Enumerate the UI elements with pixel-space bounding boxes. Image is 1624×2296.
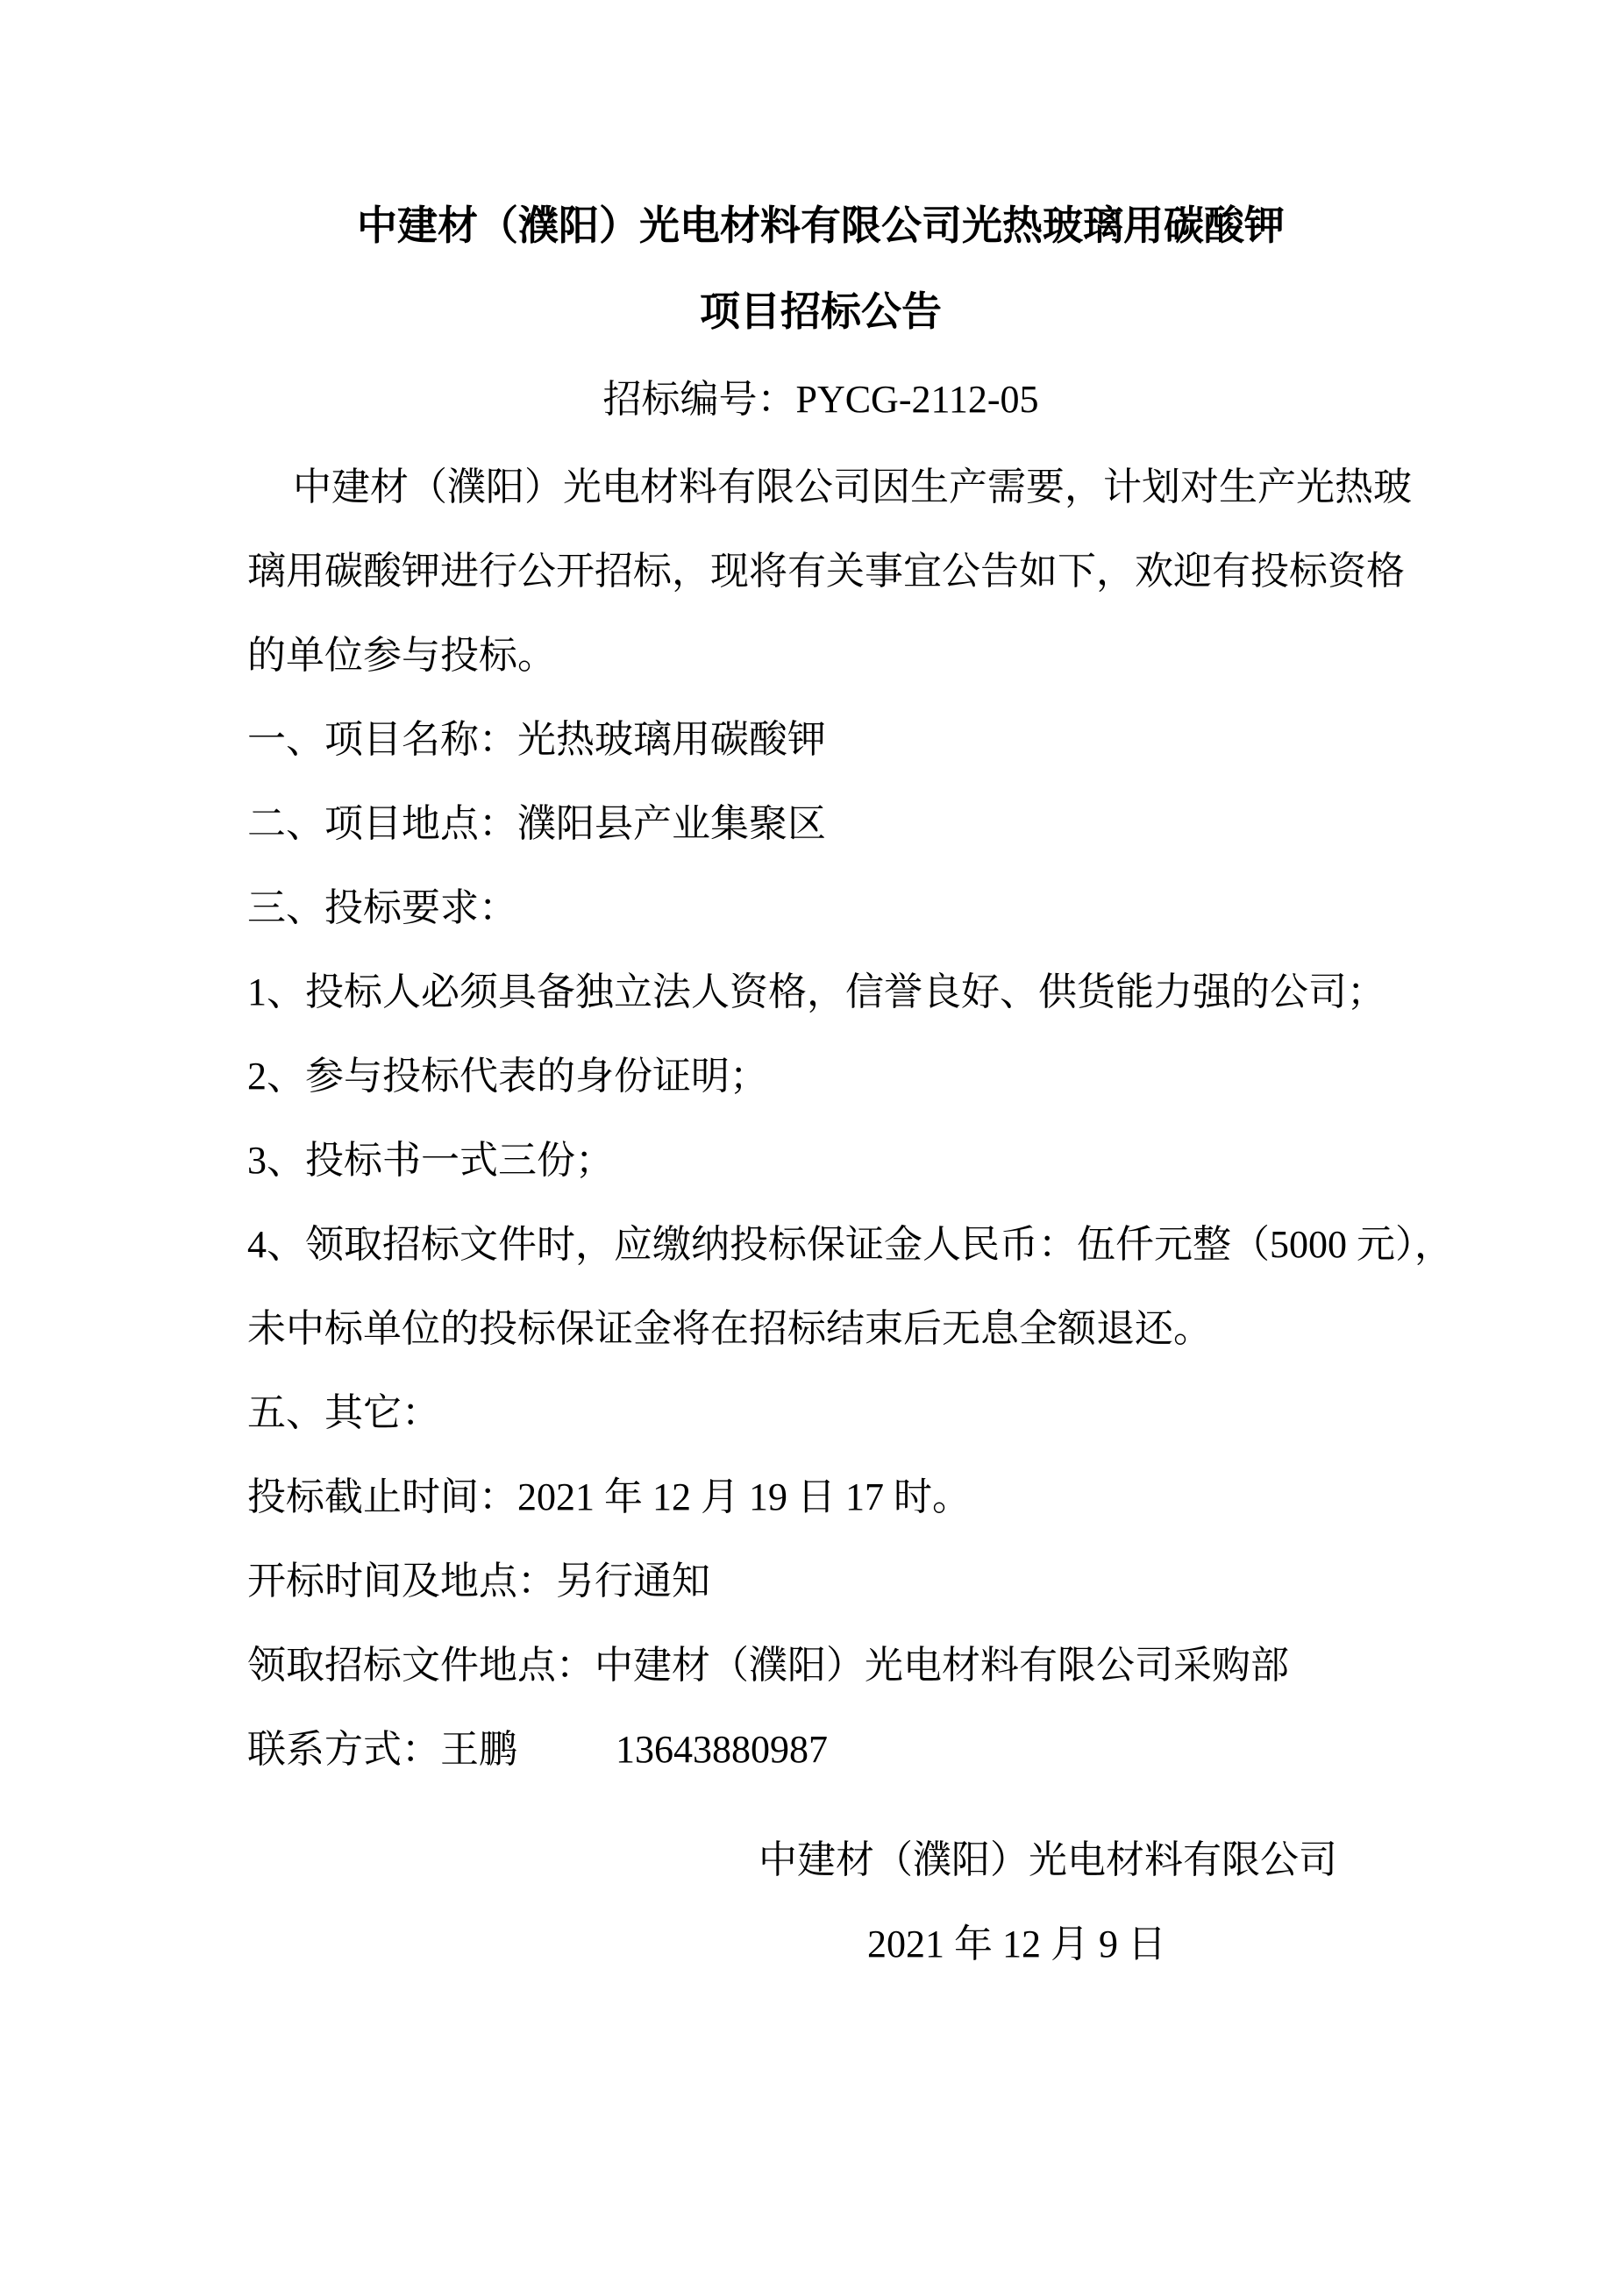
document-pickup-place: 领取招标文件地点：中建材（濮阳）光电材料有限公司采购部 (247, 1644, 1289, 1687)
contact-phone: 13643880987 (616, 1728, 828, 1771)
section-project-location: 二、项目地点：濮阳县产业集聚区 (247, 802, 826, 845)
section-bid-requirements-heading: 三、投标要求： (247, 886, 517, 929)
document-title-line-2: 项目招标公告 (700, 288, 942, 334)
contact-line (247, 1708, 1394, 1792)
signature-company: 中建材（濮阳）光电材料有限公司 (759, 1838, 1337, 1881)
signature-date: 2021 年 12 月 9 日 (867, 1923, 1166, 1965)
requirement-item-4-line-1: 4、领取招标文件时，应缴纳投标保证金人民币：伍仟元整（5000 元）， (247, 1223, 1453, 1266)
tender-number: 招标编号：PYCG-2112-05 (602, 378, 1039, 421)
bid-deadline: 投标截止时间：2021 年 12 月 19 日 17 时。 (247, 1475, 971, 1518)
intro-line: 的单位参与投标。 (247, 634, 556, 677)
requirement-item-4-line-2: 未中标单位的投标保证金将在招标结束后无息全额退还。 (247, 1307, 1212, 1350)
section-other-heading: 五、其它： (247, 1391, 440, 1434)
intro-line: 中建材（濮阳）光电材料有限公司因生产需要，计划对生产光热玻 (293, 466, 1412, 508)
requirement-item-2: 2、参与投标代表的身份证明； (247, 1055, 768, 1098)
section-project-name: 一、项目名称：光热玻璃用碳酸钾 (247, 718, 826, 761)
document-title-line-1: 中建材（濮阳）光电材料有限公司光热玻璃用碳酸钾 (357, 203, 1285, 248)
contact-label: 联系方式：王鹏 (247, 1728, 517, 1771)
intro-line: 璃用碳酸钾进行公开招标，现将有关事宜公告如下，欢迎有投标资格 (247, 550, 1405, 593)
requirement-item-3: 3、投标书一式三份； (247, 1139, 614, 1182)
opening-time-place: 开标时间及地点：另行通知 (247, 1560, 710, 1603)
requirement-item-1: 1、投标人必须具备独立法人资格，信誉良好、供货能力强的公司； (247, 970, 1385, 1013)
